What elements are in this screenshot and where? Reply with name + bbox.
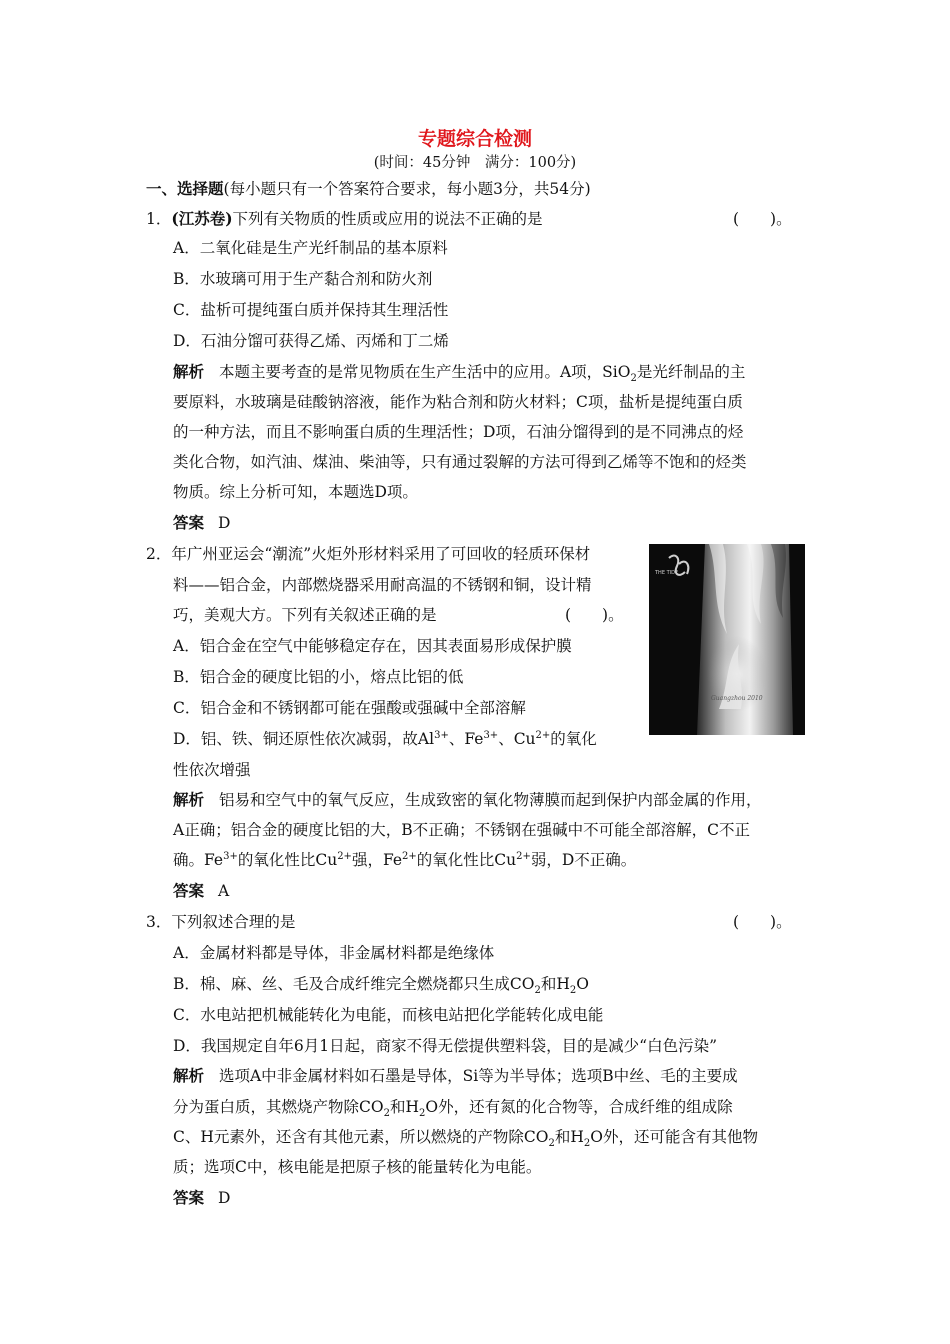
question-2-stem: 2．年广州亚运会“潮流”火炬外形材料采用了可回收的轻质环保材 (146, 545, 591, 563)
svg-text:Guangzhou 2010: Guangzhou 2010 (711, 695, 763, 702)
analysis-line: 分为蛋白质，其燃烧产物除$CO_2$和$H_2O$外，还有氮的化合物等，合成纤维的组成除 (173, 1098, 733, 1120)
analysis-line: 的一种方法，而且不影响蛋白质的生理活性；D项，石油分馏得到的是不同沸点的烃 (173, 423, 744, 441)
analysis-line: C、H元素外，还含有其他元素，所以燃烧的产物除$CO_2$和$H_2O$外，还可能含有其他物 (173, 1128, 758, 1150)
torch-image (649, 544, 805, 735)
question-number: 2． (146, 545, 172, 563)
analysis-line: 解析 选项A中非金属材料如石墨是导体，Si等为半导体；选项B中丝、毛的主要成 (173, 1066, 738, 1085)
answer-blank: ( )。 (733, 210, 792, 228)
analysis-line: 类化合物，如汽油、煤油、柴油等，只有通过裂解的方法可得到乙烯等不饱和的烃类 (173, 453, 747, 471)
question-2-stem-cont: 巧，美观大方。下列有关叙述正确的是 (173, 606, 437, 624)
option-a: A．二氧化硅是生产光纤制品的基本原料 (173, 239, 448, 257)
analysis-line: 确。$Fe^{3+}$的氧化性比$Cu^{2+}$强，$Fe^{2+}$的氧化性比$Cu^{2+}$弱，D不正确。 (173, 850, 637, 869)
option-a: A．金属材料都是导体，非金属材料都是绝缘体 (173, 944, 495, 962)
analysis-line: A正确；铝合金的硬度比铝的大，B不正确；不锈钢在强碱中不可能全部溶解，C不正 (173, 821, 750, 839)
question-text: 下列有关物质的性质或应用的说法不正确的是 (232, 210, 543, 228)
section-heading (146, 179, 591, 199)
answer-value: A (218, 882, 230, 900)
option-c: C．水电站把机械能转化为电能，而核电站把化学能转化成电能 (173, 1006, 604, 1024)
answer-blank: ( )。 (733, 913, 792, 931)
analysis-label: 解析 (173, 1066, 205, 1085)
answer-line (173, 513, 230, 533)
question-1-stem (146, 209, 543, 229)
answer-line (173, 881, 229, 901)
exam-info: (时间：45分钟 满分：100分) (373, 155, 577, 171)
section-note: (每小题只有一个答案符合要求，每小题3分，共54分) (223, 180, 591, 198)
option-b: B．水玻璃可用于生产黏合剂和防火剂 (173, 270, 433, 288)
option-c: C．盐析可提纯蛋白质并保持其生理活性 (173, 301, 449, 319)
page-title: 专题综合检测 (417, 128, 532, 150)
section-title: 一、选择题 (146, 179, 224, 198)
analysis-line: 要原料，水玻璃是硅酸钠溶液，能作为粘合剂和防火材料；C项，盐析是提纯蛋白质 (173, 393, 743, 411)
torch-illustration (649, 544, 805, 735)
analysis-line: 物质。综上分析可知，本题选D项。 (173, 483, 418, 501)
analysis-label: 解析 (173, 790, 205, 809)
answer-blank: ( )。 (565, 606, 624, 624)
answer-label: 答案 (173, 881, 205, 900)
analysis-line: 质；选项C中，核电能是把原子核的能量转化为电能。 (173, 1158, 542, 1176)
option-b: B．铝合金的硬度比铝的小，熔点比铝的低 (173, 668, 464, 686)
analysis-line: 解析 本题主要考查的是常见物质在生产生活中的应用。A项，SiO$_2$是光纤制品的主 (173, 362, 746, 385)
answer-line (173, 1188, 230, 1208)
option-d: D．石油分馏可获得乙烯、丙烯和丁二烯 (173, 332, 449, 350)
answer-label: 答案 (173, 513, 205, 532)
answer-value: D (218, 514, 231, 532)
question-2-stem-cont: 料——铝合金，内部燃烧器采用耐高温的不锈钢和铜，设计精 (173, 576, 592, 594)
question-3-stem: 3．下列叙述合理的是 (146, 913, 296, 931)
option-d: D．我国规定自年6月1日起，商家不得无偿提供塑料袋，目的是减少“白色污染” (173, 1037, 718, 1055)
option-b: B．棉、麻、丝、毛及合成纤维完全燃烧都只生成$CO_2$和$H_2O$ (173, 975, 589, 997)
option-c: C．铝合金和不锈钢都可能在强酸或强碱中全部溶解 (173, 699, 526, 717)
analysis-line: 解析 铝易和空气中的氧气反应，生成致密的氧化物薄膜而起到保护内部金属的作用， (173, 790, 762, 809)
option-d-cont: 性依次增强 (173, 761, 251, 779)
option-d: D．铝、铁、铜还原性依次减弱，故$Al^{3+}$、$Fe^{3+}$、$Cu^{2+}$的氧化 (173, 729, 597, 748)
answer-value: D (218, 1189, 231, 1207)
question-source: (江苏卷) (171, 209, 233, 228)
option-a: A．铝合金在空气中能够稳定存在，因其表面易形成保护膜 (173, 637, 572, 655)
analysis-label: 解析 (173, 362, 205, 381)
svg-text:THE TIDE: THE TIDE (655, 570, 679, 576)
answer-label: 答案 (173, 1188, 205, 1207)
question-number: 3． (146, 913, 172, 931)
question-number: 1． (146, 210, 172, 228)
